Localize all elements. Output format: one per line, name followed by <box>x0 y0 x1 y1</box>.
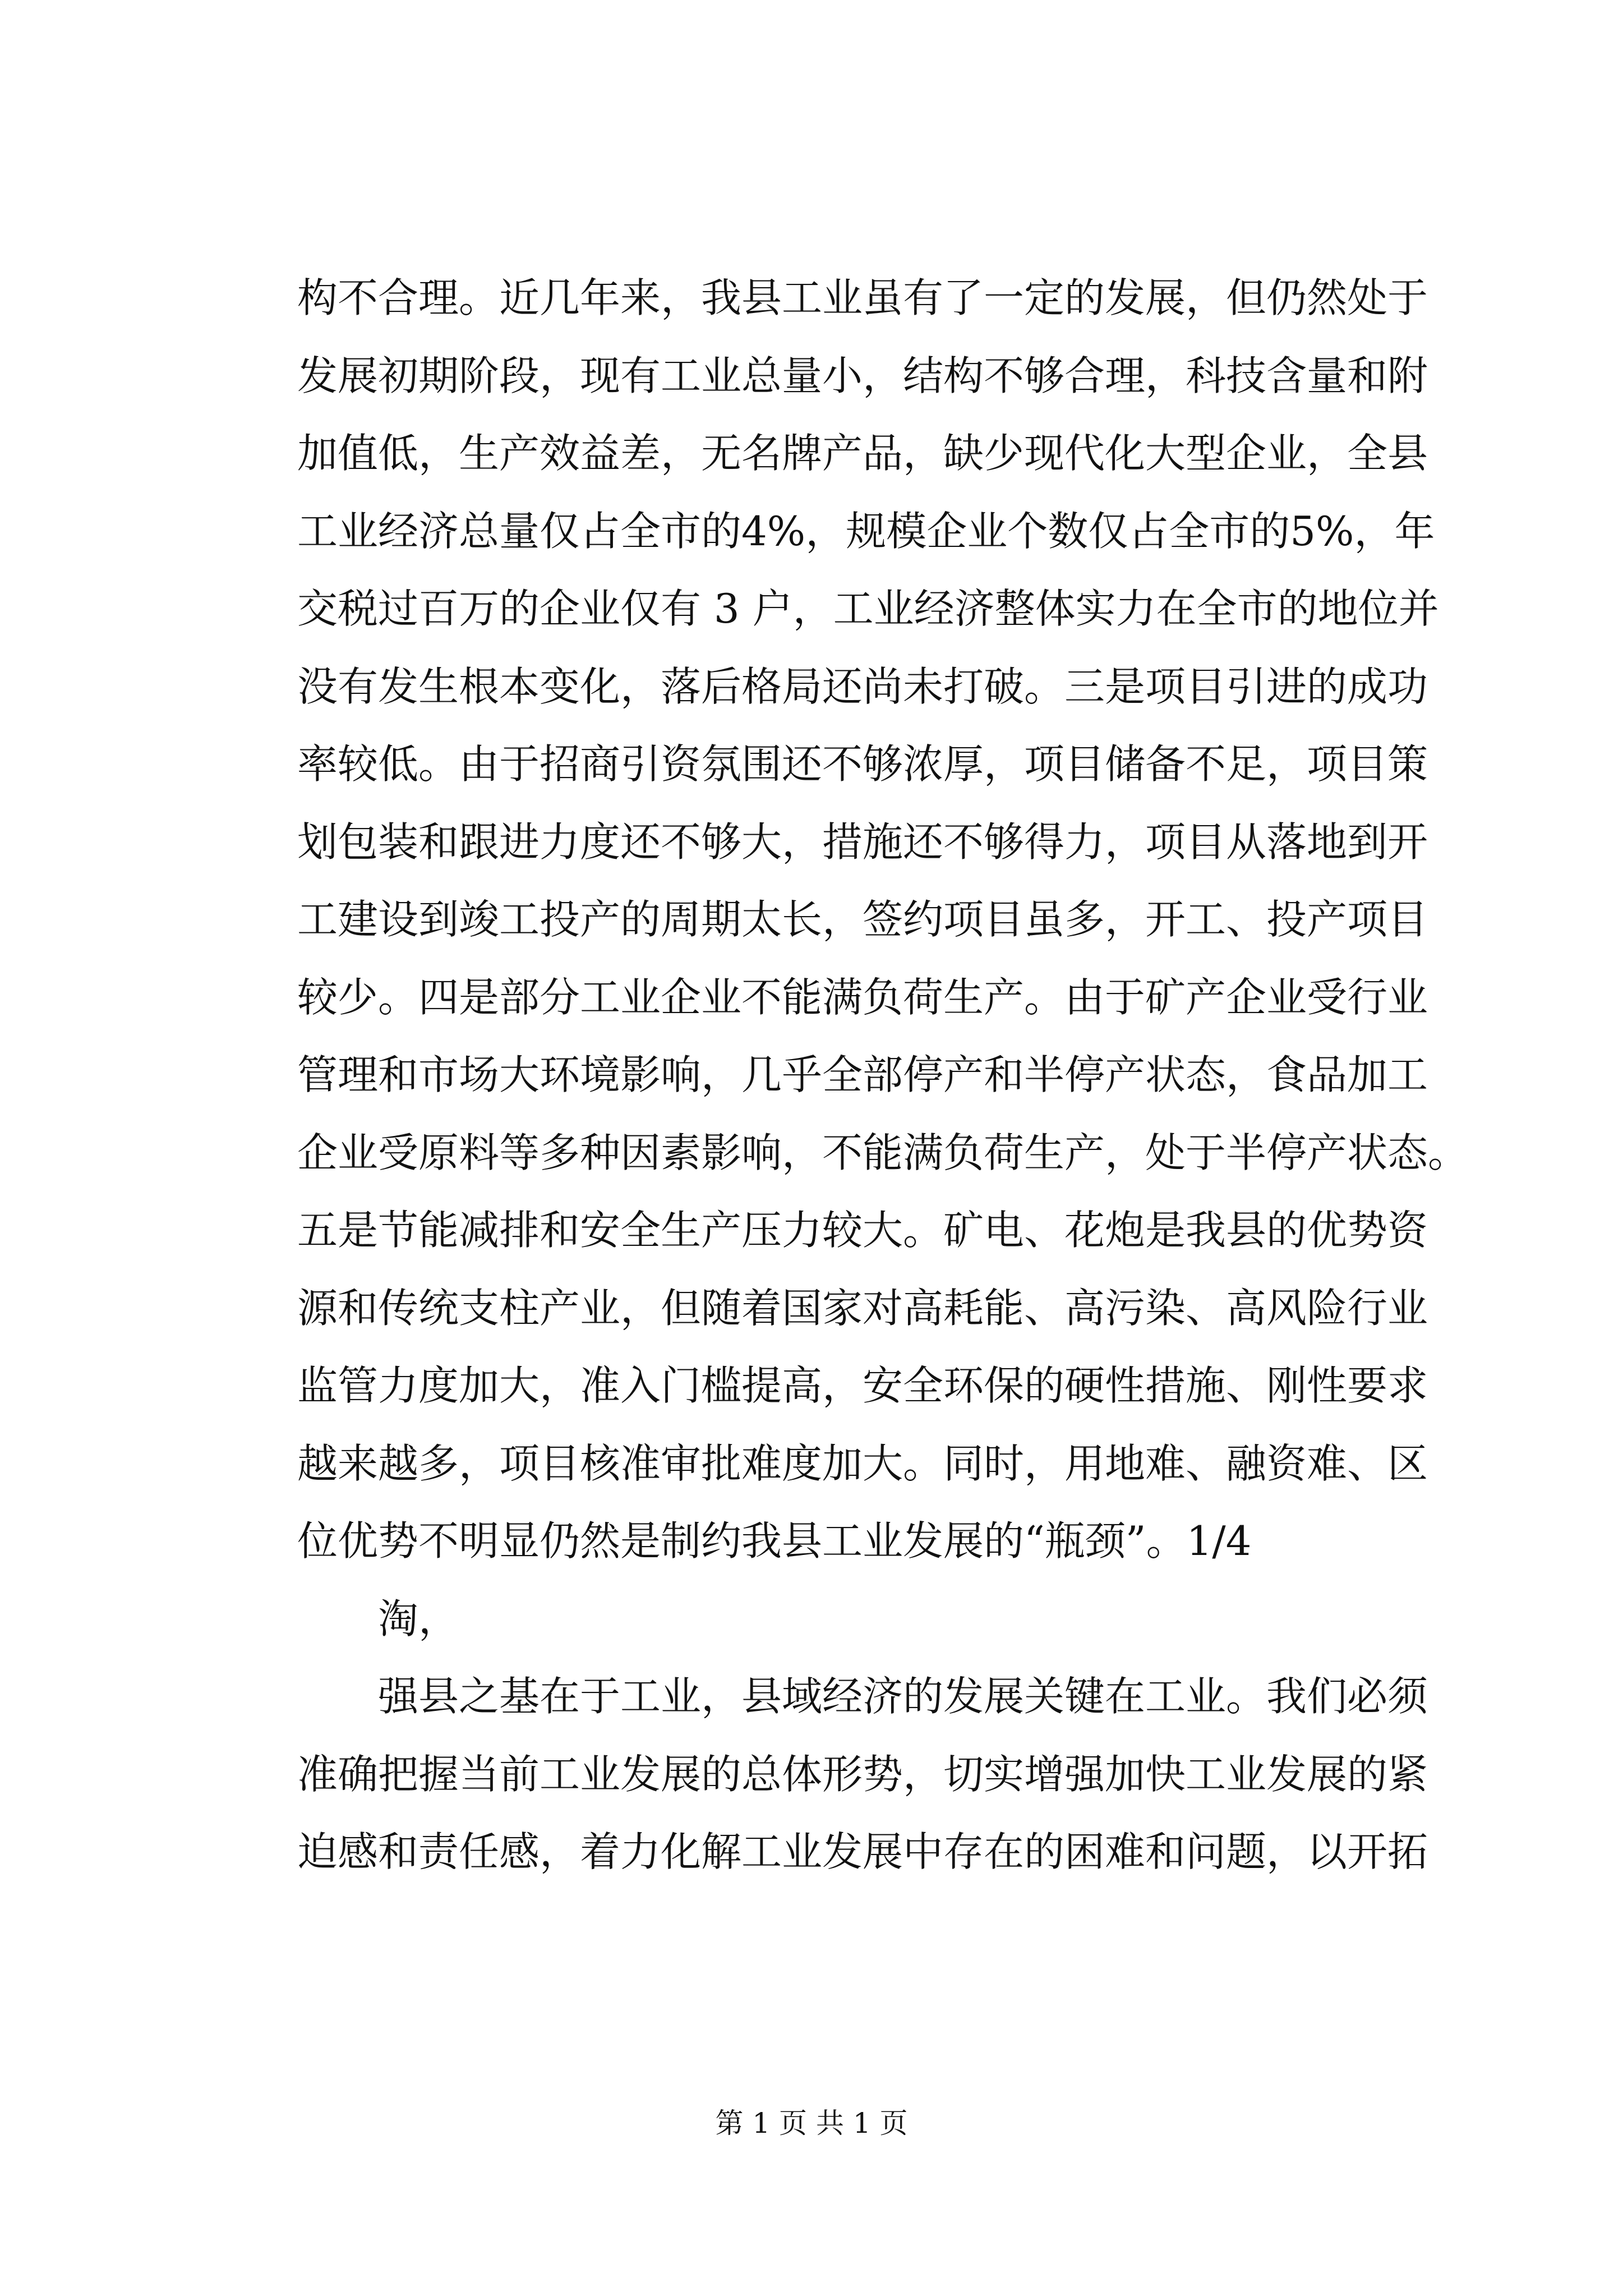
text-line: 迫感和责任感，着力化解工业发展中存在的困难和问题，以开拓 <box>297 1828 1428 1875</box>
document-body <box>297 259 1469 1891</box>
page-footer: 第 1 页 共 1 页 <box>715 2107 908 2139</box>
text-line: 划包装和跟进力度还不够大，措施还不够得力，项目从落地到开 <box>297 818 1428 866</box>
text-line: 管理和市场大环境影响，几乎全部停产和半停产状态，食品加工 <box>297 1051 1428 1098</box>
text-line: 没有发生根本变化，落后格局还尚未打破。三是项目引进的成功 <box>297 662 1428 710</box>
text-line: 工建设到竣工投产的周期太长，签约项目虽多，开工、投产项目 <box>297 896 1428 943</box>
text-line: 交税过百万的企业仅有 3 户，工业经济整体实力在全市的地位并 <box>297 585 1439 632</box>
text-line: 强县之基在于工业，县域经济的发展关键在工业。我们必须 <box>378 1673 1428 1720</box>
text-line: 加值低，生产效益差，无名牌产品，缺少现代化大型企业，全县 <box>297 430 1428 477</box>
text-line: 率较低。由于招商引资氛围还不够浓厚，项目储备不足，项目策 <box>297 740 1428 788</box>
text-line: 发展初期阶段，现有工业总量小，结构不够合理，科技含量和附 <box>297 352 1428 399</box>
text-line: 工业经济总量仅占全市的4%，规模企业个数仅占全市的5%，年 <box>297 507 1435 555</box>
text-line: 较少。四是部分工业企业不能满负荷生产。由于矿产企业受行业 <box>297 973 1428 1021</box>
text-line: 位优势不明显仍然是制约我县工业发展的“瓶颈”。1/4 <box>297 1517 1252 1565</box>
text-line: 越来越多，项目核准审批难度加大。同时，用地难、融资难、区 <box>297 1439 1428 1487</box>
text-line: 企业受原料等多种因素影响，不能满负荷生产，处于半停产状态。 <box>297 1129 1469 1176</box>
text-line: 源和传统支柱产业，但随着国家对高耗能、高污染、高风险行业 <box>297 1284 1428 1332</box>
text-line: 监管力度加大，准入门槛提高，安全环保的硬性措施、刚性要求 <box>297 1362 1428 1409</box>
text-line: 五是节能减排和安全生产压力较大。矿电、花炮是我县的优势资 <box>297 1207 1428 1254</box>
text-line: 构不合理。近几年来，我县工业虽有了一定的发展，但仍然处于 <box>297 274 1428 321</box>
text-line: 淘， <box>378 1595 459 1642</box>
text-line: 准确把握当前工业发展的总体形势，切实增强加快工业发展的紧 <box>297 1750 1428 1798</box>
